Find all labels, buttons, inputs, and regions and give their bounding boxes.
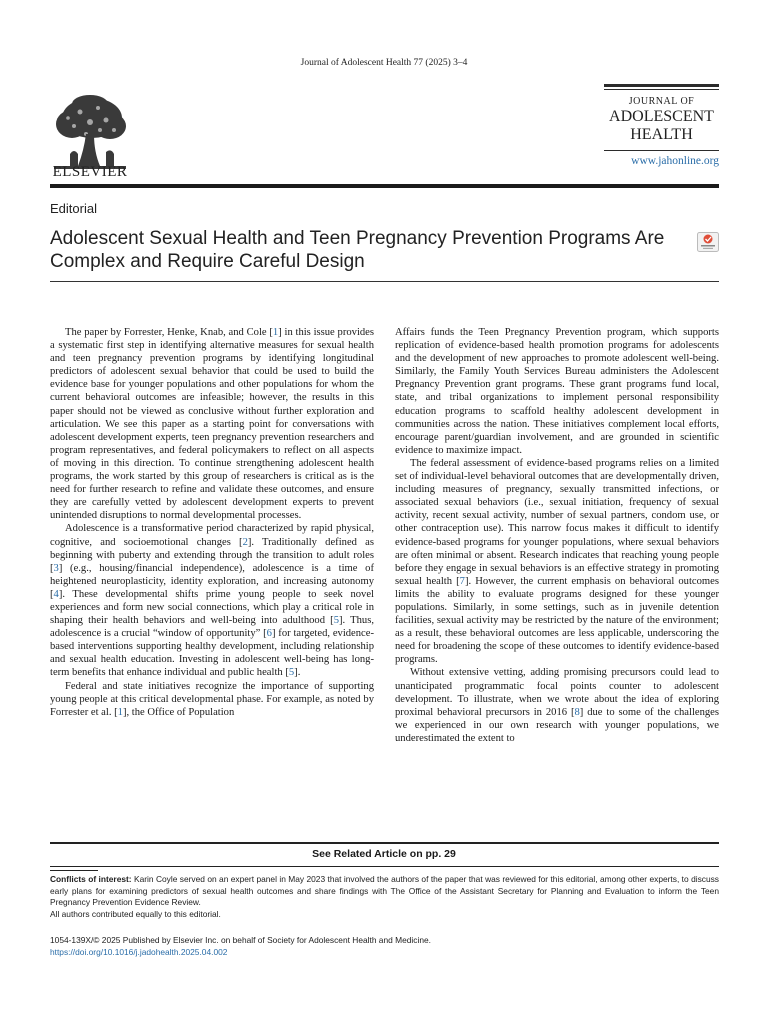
running-head: Journal of Adolescent Health 77 (2025) 3–4 <box>300 58 468 68</box>
section-label: Editorial <box>50 201 97 216</box>
paragraph-text: ] (e.g., housing/financial independence), adolescence is a time of heightened neuroplasticity, identity exploration, and increasing autonomy [ <box>50 562 374 600</box>
conflicts-label: Conflicts of interest: <box>50 874 132 884</box>
paragraph-text: ]. Thus, adolescence is a crucial “window of opportunity” [ <box>50 615 374 640</box>
paragraph-text: ] in this issue provides a systematic first step in identifying alternative measures for sexual health and teen pregnancy prevention programs by identifying longitudinal predictors of adolescent sexual behavior that could be used to build the evidence base for younger populations and other populations for whom the current behavioral outcomes are infeasible; however, the results in this paper should not be viewed as conclusive without further exploration and articulation. We see this paper as a starting point for conversations with adolescent development experts, teen pregnancy prevention researchers and program representatives, and federal policymakers to reflect on all aspects of moving in this direction. To continue strengthening adolescent health programs, the work started by this group of researchers is critical as is the need for further research to refine and validate these outcomes, and ensure they are carefully vetted by adolescent development experts to prevent unintended disruptions to normal developmental processes. <box>50 327 375 522</box>
publisher-wordmark: ELSEVIER <box>52 164 128 180</box>
footnote-rule <box>50 870 98 871</box>
body-paragraph <box>50 680 374 719</box>
issn-copyright-line: 1054-139X/© 2025 Published by Elsevier Inc. on behalf of Society for Adolescent Health and Medicine. <box>50 935 431 945</box>
paragraph-text: ] for targeted, evidence-based interventions supporting healthy development, including relationship and sexual health education. Investing in adolescent well-being has long-term benefits that enhance individual and public health [ <box>50 628 374 679</box>
masthead-rule <box>604 89 719 90</box>
body-column-right <box>395 326 719 745</box>
body-column-left <box>50 326 374 719</box>
footer-rule <box>50 842 719 844</box>
paragraph-text: The federal assessment of evidence-based programs relies on a limited set of individual-level behavioral outcomes that are developmentally driven, including measures of pregnancy, sexually transmitted infections, or associated sexual behaviors (i.e., sexual initiation, frequency of sexual activity, recent sexual activity, number of sexual partners, condom use, or other contraception use). This narrow focus makes it difficult to identify evidence-based programs for younger populations, where sexual behaviors are often minimal or absent. Research indicates that reaching young people before they engage in sexual behaviors is an effective strategy in promoting sexual health [ <box>395 457 719 587</box>
paragraph-text: ], the Office of Population <box>122 706 235 718</box>
citation-link[interactable]: 1 <box>272 327 279 338</box>
citation-link[interactable]: 5 <box>288 667 295 679</box>
body-paragraph <box>395 457 719 667</box>
body-paragraph <box>50 522 374 679</box>
journal-name-line1: JOURNAL OF <box>628 96 695 107</box>
masthead-rule <box>604 84 719 87</box>
conflicts-of-interest-note <box>50 874 719 909</box>
see-related-article: See Related Article on pp. 29 <box>312 848 456 860</box>
citation-link[interactable]: 1 <box>117 706 123 718</box>
body-paragraph <box>395 326 719 457</box>
body-paragraph <box>395 666 719 745</box>
copyright-block <box>50 935 431 958</box>
paragraph-text: The paper by Forrester, Henke, Knab, and Cole [ <box>65 327 273 338</box>
citation-link[interactable]: 8 <box>574 706 580 718</box>
article-title: Adolescent Sexual Health and Teen Pregnancy Prevention Programs Are Complex and Require Careful Design <box>50 228 665 272</box>
citation-link[interactable]: 7 <box>459 575 465 587</box>
journal-url-link[interactable]: www.jahonline.org <box>631 155 719 167</box>
citation-link[interactable]: 5 <box>333 615 339 627</box>
paragraph-text: Federal and state initiatives recognize the importance of supporting young people at this critical developmental phase. For example, as noted by Forrester et al. [ <box>50 680 374 718</box>
footnote-block <box>50 874 719 920</box>
paragraph-text: ]. <box>294 667 301 679</box>
paragraph-text: Affairs funds the Teen Pregnancy Prevention program, which supports replication of evidence-based health promotion programs for adolescents and the development of new approaches to promote adolescent well-being. Similarly, the Family Youth Services Bureau administers the Adolescent Pregnancy Prevention grant programs. These grant programs fund local, state, and tribal organizations to implement personal responsibility education programs to scaffold healthy adolescent development in communities across the nation. These initiatives complement local efforts, encourage parent/guardian involvement, and are grounded in scientific evidence to maximize impact. <box>395 327 719 456</box>
contribution-note: All authors contributed equally to this editorial. <box>50 908 221 919</box>
footer-rule <box>50 866 719 867</box>
paragraph-text: ]. These developmental shifts prime young people to seek novel experiences and form new social connections, which play a critical role in shaping their health behaviors and well-being into adulthood [ <box>50 588 374 627</box>
journal-name-line3: HEALTH <box>630 126 693 143</box>
header-rule <box>50 184 719 188</box>
masthead-rule <box>604 150 719 151</box>
paragraph-text: ] due to some of the challenges we experienced in our own research with younger populations, we underestimated the extent to <box>395 706 720 744</box>
body-paragraph <box>50 326 374 522</box>
citation-link[interactable]: 6 <box>266 628 272 640</box>
citation-link[interactable]: 2 <box>242 536 248 548</box>
doi-link[interactable]: https://doi.org/10.1016/j.jadohealth.2025.04.002 <box>50 946 228 957</box>
paragraph-text: Without extensive vetting, adding promising precursors could lead to unanticipated programmatic focal points counter to adolescent development. To illustrate, when we wrote about the idea of exploring proximal behavioral precursors in 2016 [ <box>395 667 719 718</box>
paragraph-text: ]. However, the current emphasis on behavioral outcomes limits the ability to evaluate programs designed for these younger populations. Similarly, in some settings, such as in juvenile detention facilities, sexual activity may be restricted by the nature of the environment; as a result, these behavioral outcomes are less applicable, underscoring the need for broadening the scope of these outcomes to identify evidence-based programs. <box>395 575 719 666</box>
journal-masthead <box>604 84 719 167</box>
conflicts-text: Karin Coyle served on an expert panel in May 2023 that involved the authors of the paper that was reviewed for this editorial, among other experts, to discuss early plans for examining predictors of sexual health outcomes and share findings with The Office of the Assistant Secretary for Planning and Evaluation to inform the Teen Pregnancy Prevention Evidence Review. <box>50 874 719 908</box>
citation-link[interactable]: 3 <box>53 562 59 574</box>
journal-name-line2: ADOLESCENT <box>609 108 714 125</box>
citation-link[interactable]: 4 <box>53 588 59 600</box>
paragraph-text: ]. Traditionally defined as beginning with puberty and extending through the transition to adult roles [ <box>50 536 374 574</box>
check-for-updates-icon[interactable] <box>697 232 719 252</box>
title-rule <box>50 281 719 282</box>
paragraph-text: Adolescence is a transformative period characterized by rapid physical, cognitive, and socioemotional changes [ <box>50 523 374 548</box>
